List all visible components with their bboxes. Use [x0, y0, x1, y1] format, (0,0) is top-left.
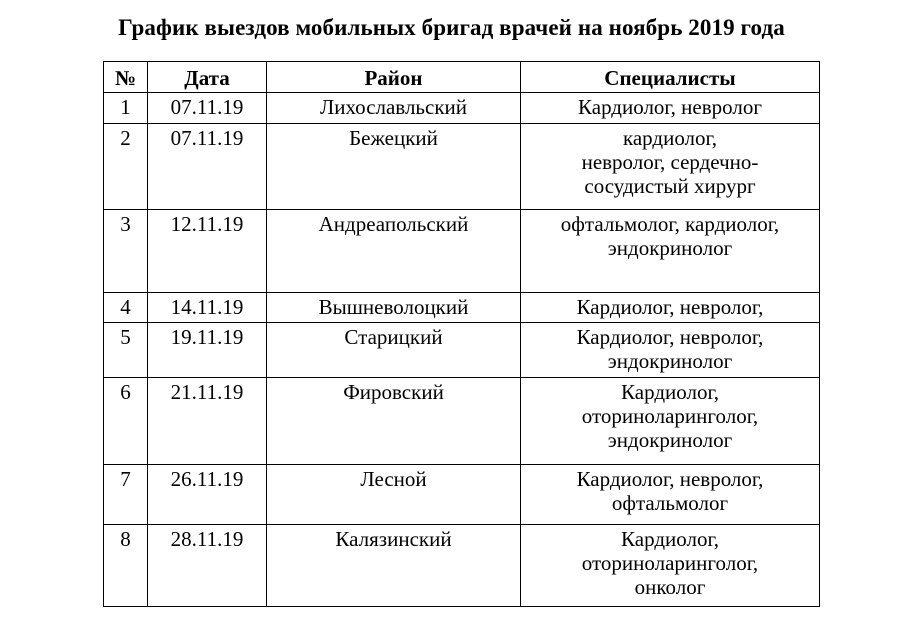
row-number: 6: [104, 378, 148, 465]
row-date: 28.11.19: [148, 525, 267, 607]
specialist-line: эндокринолог: [607, 428, 733, 452]
table-row: [104, 465, 820, 525]
row-specialists: [521, 293, 820, 323]
row-number: 3: [104, 210, 148, 293]
specialist-line: Кардиолог, невролог: [578, 95, 762, 119]
specialist-line: Кардиолог, невролог,: [576, 325, 764, 349]
row-specialists: [521, 323, 820, 378]
table-row: [104, 124, 820, 210]
header-number: №: [104, 62, 148, 93]
table-row: [104, 93, 820, 124]
row-specialists: [521, 465, 820, 525]
specialist-line: офтальмолог, кардиолог,: [560, 212, 780, 236]
row-specialists: [521, 93, 820, 124]
row-date: 12.11.19: [148, 210, 267, 293]
row-date: 21.11.19: [148, 378, 267, 465]
specialist-line: невролог, сердечно-: [581, 150, 759, 174]
row-specialists: [521, 124, 820, 210]
row-date: 07.11.19: [148, 93, 267, 124]
row-number: 5: [104, 323, 148, 378]
row-number: 1: [104, 93, 148, 124]
row-number: 2: [104, 124, 148, 210]
row-specialists: [521, 210, 820, 293]
table-row: [104, 378, 820, 465]
row-district: Бежецкий: [267, 124, 521, 210]
header-date: Дата: [148, 62, 267, 93]
row-district: Андреапольский: [267, 210, 521, 293]
schedule-table: [103, 61, 820, 607]
table-header-row: [104, 62, 820, 93]
row-district: Лесной: [267, 465, 521, 525]
document-title: График выездов мобильных бригад врачей на ноябрь 2019 года: [118, 15, 785, 40]
specialist-line: Кардиолог, невролог,: [576, 295, 764, 319]
specialist-line: офтальмолог: [611, 491, 729, 515]
table-row: [104, 210, 820, 293]
specialist-line: Кардиолог,: [621, 527, 719, 551]
specialist-line: онколог: [634, 575, 706, 599]
specialist-line: сосудистый хирург: [584, 174, 756, 198]
row-number: 4: [104, 293, 148, 323]
specialist-line: Кардиолог, невролог,: [576, 467, 764, 491]
row-district: Лихославльский: [267, 93, 521, 124]
row-specialists: [521, 525, 820, 607]
specialist-line: эндокринолог: [607, 236, 733, 260]
row-district: Фировский: [267, 378, 521, 465]
row-district: Вышневолоцкий: [267, 293, 521, 323]
specialist-line: Кардиолог,: [621, 380, 719, 404]
specialist-line: оториноларинголог,: [581, 404, 759, 428]
row-date: 14.11.19: [148, 293, 267, 323]
header-district: Район: [267, 62, 521, 93]
row-specialists: [521, 378, 820, 465]
row-number: 7: [104, 465, 148, 525]
row-date: 07.11.19: [148, 124, 267, 210]
row-date: 19.11.19: [148, 323, 267, 378]
table-row: [104, 525, 820, 607]
row-number: 8: [104, 525, 148, 607]
specialist-line: кардиолог,: [622, 126, 718, 150]
specialist-line: эндокринолог: [607, 349, 733, 373]
table-row: [104, 323, 820, 378]
header-specialists: Специалисты: [521, 62, 820, 93]
row-district: Калязинский: [267, 525, 521, 607]
row-date: 26.11.19: [148, 465, 267, 525]
specialist-line: оториноларинголог,: [581, 551, 759, 575]
row-district: Старицкий: [267, 323, 521, 378]
table-row: [104, 293, 820, 323]
